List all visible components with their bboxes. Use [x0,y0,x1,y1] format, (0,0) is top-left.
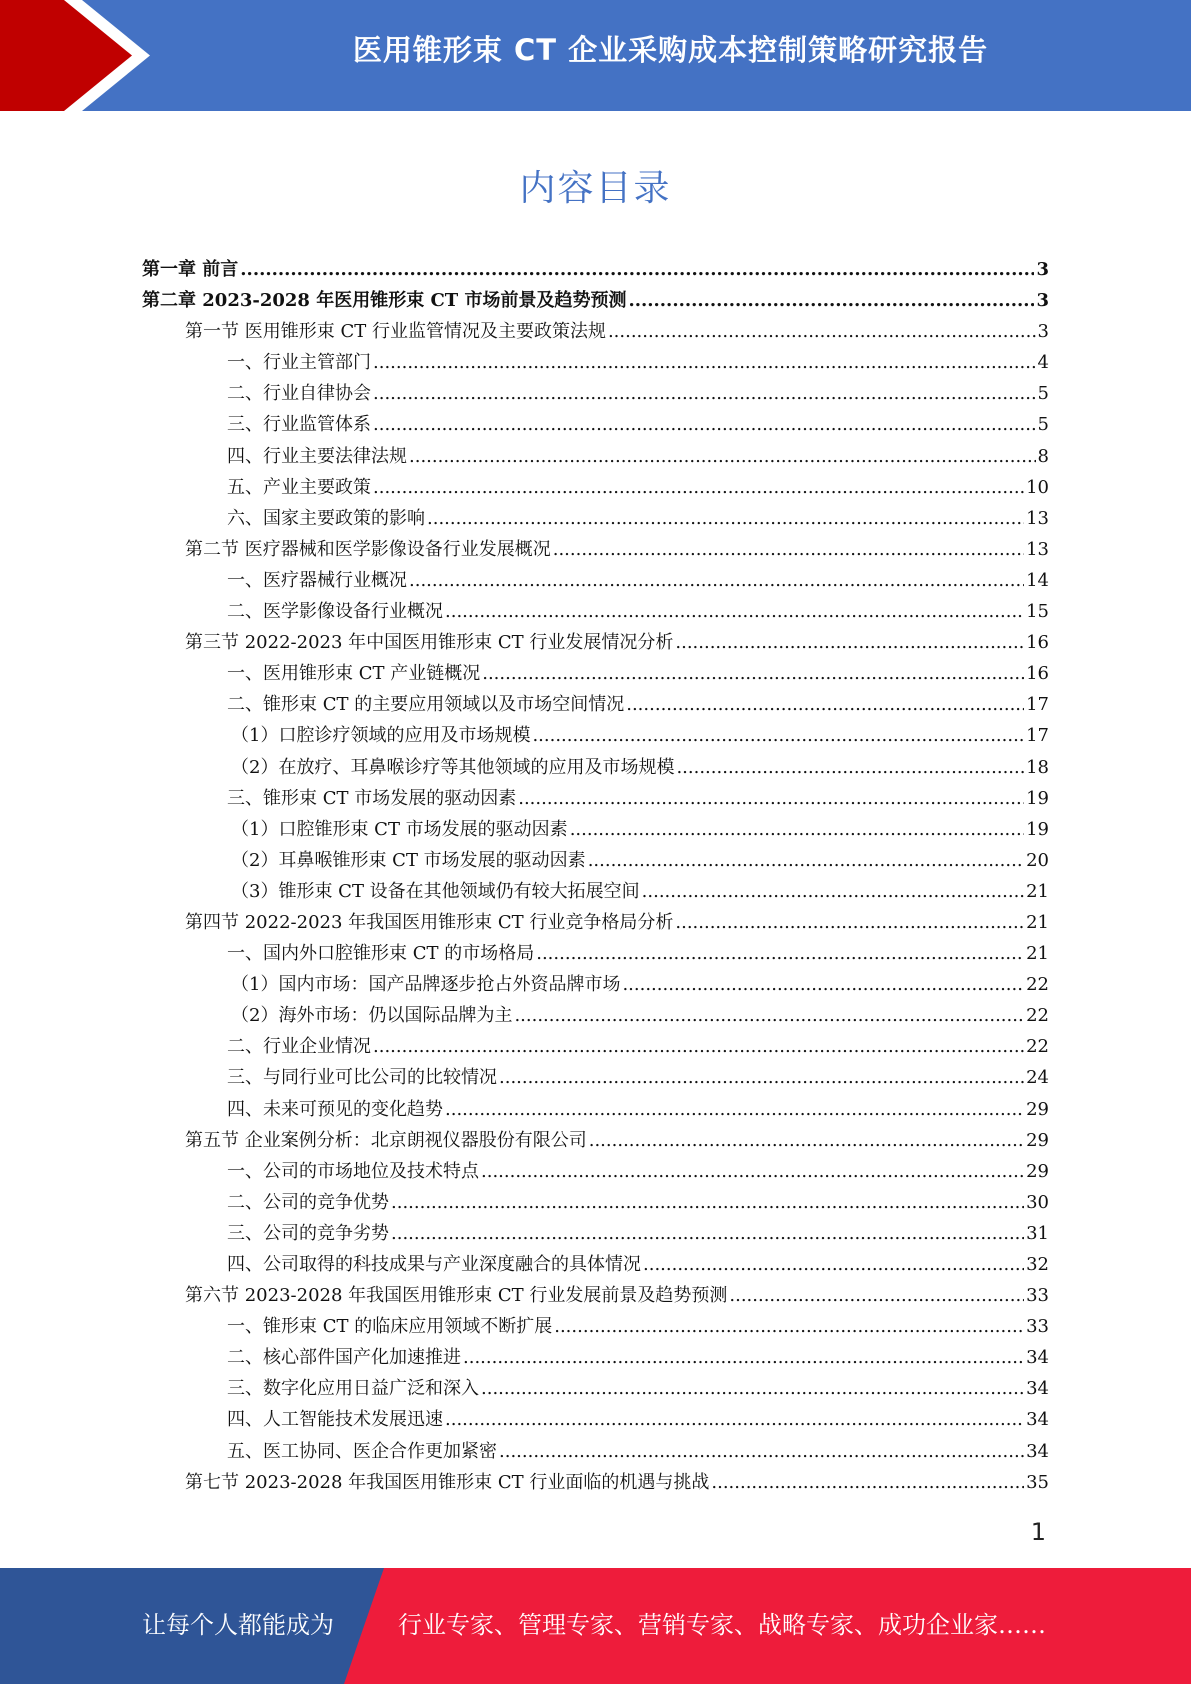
footer-slogan-left: 让每个人都能成为 [142,1611,334,1639]
toc-entry-label: 第四节 2022-2023 年我国医用锥形束 CT 行业竞争格局分析 [185,911,674,933]
toc-entry-page: 34 [1026,1378,1049,1400]
toc-entry[interactable] [142,472,1049,503]
toc-entry[interactable] [142,938,1049,969]
toc-entry-label: （2）在放疗、耳鼻喉诊疗等其他领域的应用及市场规模 [231,756,675,778]
toc-entry[interactable] [142,845,1049,876]
toc-entry-label: 五、产业主要政策 [227,476,371,498]
toc-entry-page: 34 [1026,1440,1049,1462]
toc-entry-label: （2）海外市场：仍以国际品牌为主 [231,1005,513,1027]
toc-entry[interactable] [142,1031,1049,1062]
toc-dot-leader [676,752,1024,783]
toc-dot-leader [514,1000,1024,1031]
toc-entry[interactable] [142,1218,1049,1249]
toc-dot-leader [729,1280,1024,1311]
toc-entry-page: 21 [1026,880,1049,902]
toc-dot-leader [642,876,1024,907]
toc-entry[interactable] [142,503,1049,534]
toc-dot-leader [675,627,1024,658]
toc-entry[interactable] [142,596,1049,627]
toc-entry[interactable] [142,752,1049,783]
toc-entry[interactable] [142,1062,1049,1093]
page-number: 1 [1030,1518,1046,1546]
toc-dot-leader [373,347,1036,378]
toc-entry[interactable] [142,1373,1049,1404]
toc-entry[interactable] [142,907,1049,938]
toc-dot-leader [445,596,1024,627]
toc-entry[interactable] [142,969,1049,1000]
toc-entry-label: （1）口腔诊疗领域的应用及市场规模 [231,725,531,747]
toc-dot-leader [626,689,1024,720]
toc-dot-leader [427,503,1024,534]
toc-entry-page: 22 [1026,974,1049,996]
toc-dot-leader [240,254,1034,285]
toc-dot-leader [499,1062,1024,1093]
toc-entry-label: 二、锥形束 CT 的主要应用领域以及市场空间情况 [227,694,625,716]
toc-entry[interactable] [142,1311,1049,1342]
toc-entry-page: 3 [1036,290,1049,312]
toc-dot-leader [622,969,1024,1000]
toc-entry[interactable] [142,565,1049,596]
footer-band [0,1568,1191,1684]
toc-entry-label: （1）国内市场：国产品牌逐步抢占外资品牌市场 [231,974,621,996]
toc-entry-page: 16 [1026,663,1049,685]
toc-dot-leader [643,1249,1024,1280]
toc-entry[interactable] [142,1249,1049,1280]
toc-entry-label: 三、与同行业可比公司的比较情况 [227,1067,497,1089]
toc-entry-label: 二、行业自律协会 [227,383,371,405]
toc-entry-page: 3 [1037,321,1049,343]
toc-entry-page: 3 [1036,259,1049,280]
toc-entry-page: 13 [1026,507,1049,529]
toc-entry[interactable] [142,1125,1049,1156]
toc-entry-label: 三、公司的竞争劣势 [227,1222,389,1244]
toc-dot-leader [608,316,1036,347]
toc-entry-label: 一、国内外口腔锥形束 CT 的市场格局 [227,943,535,965]
toc-entry-label: 二、核心部件国产化加速推进 [227,1347,461,1369]
toc-dot-leader [711,1467,1024,1498]
toc-entry-label: （3）锥形束 CT 设备在其他领域仍有较大拓展空间 [231,880,640,902]
toc-entry-page: 8 [1037,445,1049,467]
toc-entry-page: 4 [1037,352,1049,374]
toc-dot-leader [628,285,1034,316]
toc-entry-label: 五、医工协同、医企合作更加紧密 [227,1440,497,1462]
toc-entry-label: 二、行业企业情况 [227,1036,371,1058]
toc-entry-label: 三、行业监管体系 [227,414,371,436]
toc-entry[interactable] [142,254,1049,285]
toc-entry-label: 第一节 医用锥形束 CT 行业监管情况及主要政策法规 [185,321,606,343]
toc-entry-label: 二、公司的竞争优势 [227,1191,389,1213]
toc-dot-leader [373,1031,1024,1062]
toc-entry[interactable] [142,814,1049,845]
toc-entry-label: 四、公司取得的科技成果与产业深度融合的具体情况 [227,1254,641,1275]
toc-entry-page: 31 [1026,1222,1049,1244]
toc-entry[interactable] [142,689,1049,720]
toc-entry-label: 一、医疗器械行业概况 [227,569,407,591]
toc-entry-label: 第二节 医疗器械和医学影像设备行业发展概况 [185,538,551,560]
toc-entry-label: 四、未来可预见的变化趋势 [227,1098,443,1120]
toc-entry-page: 29 [1026,1129,1049,1151]
toc-dot-leader [588,845,1024,876]
toc-dot-leader [553,534,1024,565]
toc-entry-label: 第三节 2022-2023 年中国医用锥形束 CT 行业发展情况分析 [185,632,674,654]
toc-dot-leader [518,783,1024,814]
toc-entry-label: （1）口腔锥形束 CT 市场发展的驱动因素 [231,818,568,840]
toc-entry[interactable] [142,1187,1049,1218]
toc-dot-leader [554,1311,1024,1342]
toc-entry-label: 第七节 2023-2028 年我国医用锥形束 CT 行业面临的机遇与挑战 [185,1471,710,1493]
header-arrow-decoration [0,0,160,111]
toc-entry-page: 15 [1026,601,1049,623]
arrow-red-shape [0,0,132,111]
toc-dot-leader [532,720,1024,751]
report-title: 医用锥形束 CT 企业采购成本控制策略研究报告 [352,33,989,67]
toc-entry-page: 21 [1026,911,1049,933]
toc-dot-leader [391,1187,1024,1218]
toc-entry-page: 29 [1026,1160,1049,1182]
toc-entry-label: 一、行业主管部门 [227,352,371,374]
toc-entry[interactable] [142,1467,1049,1498]
toc-entry[interactable] [142,1156,1049,1187]
toc-dot-leader [499,1436,1024,1467]
table-of-contents [142,254,1049,1498]
header-band [0,0,1191,111]
toc-entry-page: 32 [1026,1254,1049,1275]
toc-entry[interactable] [142,1000,1049,1031]
toc-entry[interactable] [142,627,1049,658]
toc-entry-page: 13 [1026,538,1049,560]
toc-entry-page: 29 [1026,1098,1049,1120]
toc-entry[interactable] [142,347,1049,378]
toc-entry-page: 19 [1026,787,1049,809]
toc-dot-leader [675,907,1024,938]
toc-entry-page: 14 [1026,569,1049,591]
toc-dot-leader [445,1094,1024,1125]
toc-entry[interactable] [142,1094,1049,1125]
toc-entry-page: 5 [1037,414,1049,436]
toc-entry-label: 二、医学影像设备行业概况 [227,601,443,623]
toc-entry-page: 5 [1037,383,1049,405]
toc-entry[interactable] [142,316,1049,347]
toc-entry-page: 18 [1026,756,1049,778]
toc-entry-label: 六、国家主要政策的影响 [227,507,425,529]
toc-entry[interactable] [142,658,1049,689]
toc-entry-page: 34 [1026,1409,1049,1431]
toc-entry-label: 三、数字化应用日益广泛和深入 [227,1378,479,1400]
toc-entry[interactable] [142,285,1049,316]
toc-entry-page: 16 [1026,632,1049,654]
toc-entry-page: 10 [1026,476,1049,498]
toc-entry[interactable] [142,441,1049,472]
toc-entry-label: 一、医用锥形束 CT 产业链概况 [227,663,481,685]
toc-entry-page: 17 [1026,725,1049,747]
toc-entry-label: 四、行业主要法律法规 [227,445,407,467]
toc-dot-leader [570,814,1024,845]
toc-entry-page: 35 [1026,1471,1049,1493]
toc-entry-page: 19 [1026,818,1049,840]
toc-entry-page: 24 [1026,1067,1049,1089]
toc-entry-page: 17 [1026,694,1049,716]
toc-entry-page: 33 [1026,1316,1049,1338]
toc-entry[interactable] [142,876,1049,907]
toc-dot-leader [481,1373,1024,1404]
toc-entry[interactable] [142,1342,1049,1373]
toc-entry-page: 30 [1026,1191,1049,1213]
toc-entry-page: 22 [1026,1005,1049,1027]
toc-entry[interactable] [142,783,1049,814]
toc-dot-leader [409,441,1036,472]
toc-entry[interactable] [142,1280,1049,1311]
toc-entry-page: 22 [1026,1036,1049,1058]
toc-dot-leader [373,409,1036,440]
toc-dot-leader [589,1125,1024,1156]
toc-entry[interactable] [142,720,1049,751]
toc-dot-leader [373,472,1024,503]
toc-entry[interactable] [142,409,1049,440]
toc-dot-leader [536,938,1024,969]
toc-dot-leader [373,378,1036,409]
toc-entry-label: （2）耳鼻喉锥形束 CT 市场发展的驱动因素 [231,849,586,871]
toc-dot-leader [445,1404,1024,1435]
toc-entry-label: 第五节 企业案例分析：北京朗视仪器股份有限公司 [185,1129,587,1151]
toc-entry[interactable] [142,378,1049,409]
toc-heading: 内容目录 [519,168,672,209]
toc-entry-label: 第一章 前言 [142,259,239,280]
toc-entry[interactable] [142,1436,1049,1467]
toc-entry-page: 21 [1026,943,1049,965]
toc-entry-label: 一、锥形束 CT 的临床应用领域不断扩展 [227,1316,553,1338]
toc-entry-page: 34 [1026,1347,1049,1369]
toc-dot-leader [481,1156,1024,1187]
toc-entry-label: 三、锥形束 CT 市场发展的驱动因素 [227,787,517,809]
footer-slogan-right: 行业专家、管理专家、营销专家、战略专家、成功企业家…… [398,1611,1046,1639]
toc-entry-label: 一、公司的市场地位及技术特点 [227,1160,479,1182]
toc-entry[interactable] [142,1404,1049,1435]
toc-dot-leader [409,565,1024,596]
toc-dot-leader [482,658,1024,689]
toc-entry[interactable] [142,534,1049,565]
toc-dot-leader [463,1342,1024,1373]
toc-entry-page: 33 [1026,1285,1049,1307]
toc-entry-label: 四、人工智能技术发展迅速 [227,1409,443,1431]
toc-entry-label: 第二章 2023-2028 年医用锥形束 CT 市场前景及趋势预测 [142,290,627,312]
toc-entry-page: 20 [1026,849,1049,871]
toc-entry-label: 第六节 2023-2028 年我国医用锥形束 CT 行业发展前景及趋势预测 [185,1285,728,1307]
toc-dot-leader [391,1218,1024,1249]
